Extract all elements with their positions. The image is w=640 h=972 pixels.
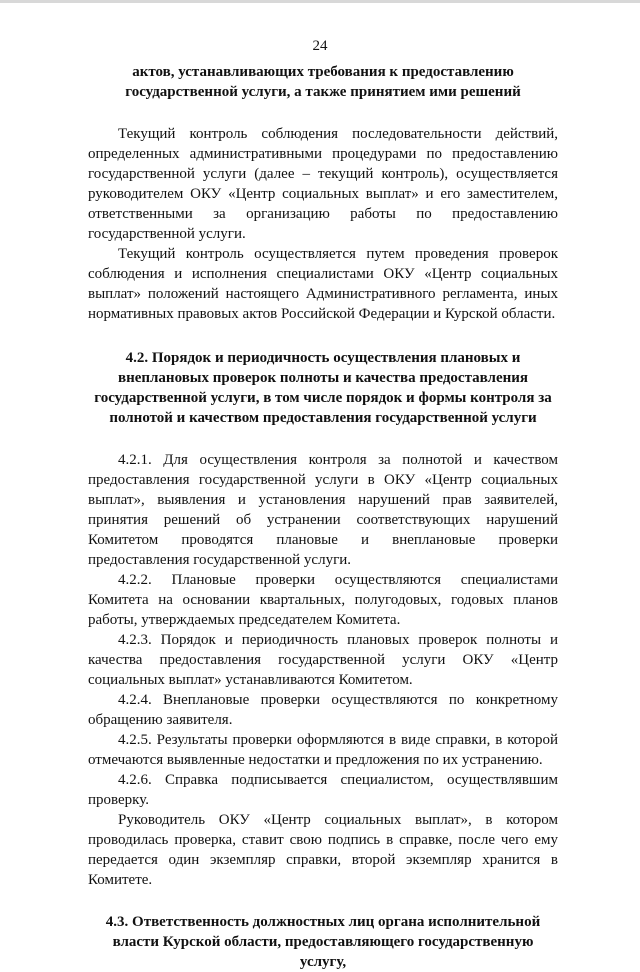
paragraph-head-signature: Руководитель ОКУ «Центр социальных выплат», в котором проводилась проверка, ставит свою подпись в справке, после чего ему передается один экземпляр справки, второй экземпляр хранится в Комитете. (88, 812, 558, 888)
spacer (88, 324, 558, 348)
scan-top-edge (0, 0, 640, 3)
section-4-2-paragraphs (88, 450, 558, 890)
paragraph-4-2-3: 4.2.3. Порядок и периодичность плановых проверок полноты и качества предоставления государственной услуги ОКУ «Центр социальных выплат» устанавливаются Комитетом. (88, 632, 558, 688)
spacer (88, 890, 558, 912)
document-page (88, 62, 558, 972)
paragraph: Текущий контроль соблюдения последовательности действий, определенных административными процедурами по предоставлению государственной услуги (далее – текущий контроль), осуществляется руководителем ОКУ «Центр социальных выплат» и его заместителем, ответственными за организацию работы по предоставлению государственной услуги. (88, 126, 558, 242)
spacer (88, 102, 558, 124)
paragraph: Текущий контроль осуществляется путем проведения проверок соблюдения и исполнения специалистами ОКУ «Центр социальных выплат» положений настоящего Административного регламента, иных нормативных правовых актов Российской Федерации и Курской области. (88, 246, 558, 322)
section-heading-4-2: 4.2. Порядок и периодичность осуществления плановых и внеплановых проверок полноты и качества предоставления государственной услуги, в том числе порядок и формы контроля за полнотой и качеством предоставления государственной услуги (94, 350, 552, 426)
intro-paragraphs (88, 124, 558, 324)
paragraph-4-2-1: 4.2.1. Для осуществления контроля за полнотой и качеством предоставления государственной услуги в ОКУ «Центр социальных выплат», выявления и установления нарушений прав заявителей, принятия решений об устранении соответствующих нарушений Комитетом проводятся плановые и внеплановые проверки предоставления государственной услуги. (88, 452, 558, 568)
paragraph-4-2-4: 4.2.4. Внеплановые проверки осуществляются по конкретному обращению заявителя. (88, 692, 558, 728)
section-heading-4-3: 4.3. Ответственность должностных лиц органа исполнительной власти Курской области, предоставляющего государственную услугу, (105, 914, 541, 970)
page-number: 24 (312, 38, 328, 54)
paragraph-4-2-2: 4.2.2. Плановые проверки осуществляются специалистами Комитета на основании квартальных, полугодовых, годовых планов работы, утверждаемых председателем Комитета. (88, 572, 558, 628)
spacer (88, 428, 558, 450)
paragraph-4-2-6: 4.2.6. Справка подписывается специалистом, осуществлявшим проверку. (88, 772, 558, 808)
section-heading-continued: актов, устанавливающих требования к предоставлению государственной услуги, а также принятием ими решений (125, 64, 521, 100)
paragraph-4-2-5: 4.2.5. Результаты проверки оформляются в виде справки, в которой отмечаются выявленные недостатки и предложения по их устранению. (88, 732, 558, 768)
